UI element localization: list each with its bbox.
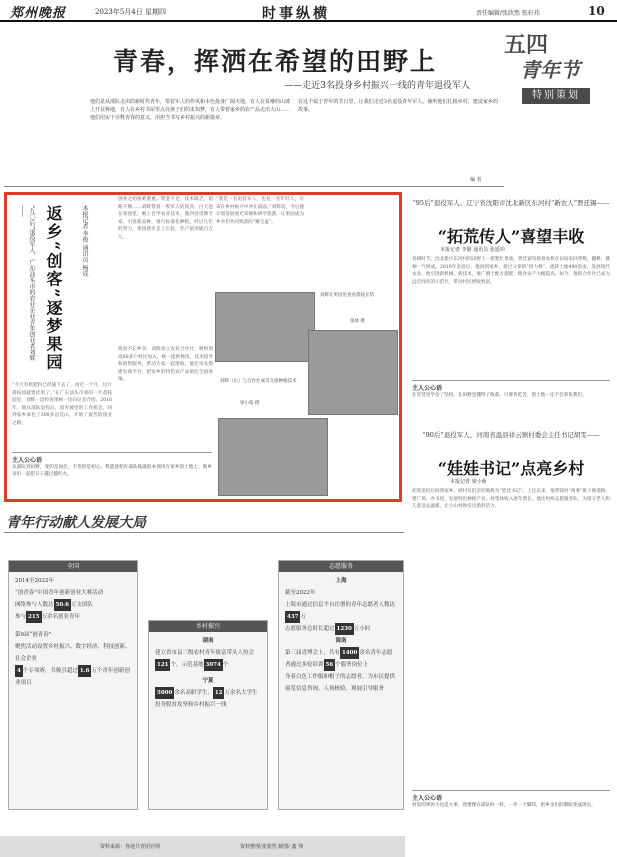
rural-line-1: 湖南 — [202, 638, 214, 644]
story-1-photo-1 — [215, 292, 315, 362]
youth-day-badge — [502, 28, 602, 108]
story-2-quote-title: 主人公心语 — [412, 385, 443, 392]
rural-line-5: 宁夏 — [202, 678, 214, 684]
rural-number-2: 3074 — [204, 659, 223, 671]
story-1-body-1: “今天有机肥料已经施下去了，再过一个月，这片荔枝园就要挂果了。”在广东汕头市郊的一片荔枝园里，刘辉一边检查果树一边向记者介绍。2016年，他从部队退役后，放弃城里的工作机会，回到家乡承包了300多亩荒山，开始了艰苦的创业之路。 — [12, 383, 112, 426]
story-1-body-4: “我是一名退役军人，也是一名年轻人，应该在乡村振兴中冲在前面。”刘辉说，今后他计划发展观光采摘和研学旅游，让果园成为乡亲们共同致富的“聚宝盆”。 — [216, 197, 304, 225]
rural-line-6: 余名高职学生、 — [174, 690, 213, 696]
national-line-2: “创青春”中国青年创新创业大赛活动 — [15, 590, 104, 596]
infobox-rural-head: 乡村振兴 — [149, 621, 267, 632]
rural-line-4: 个 — [222, 662, 229, 668]
story-1-body-3: 致富不忘乡亲。刘辉成立农业合作社，吸纳周边60多户村民加入，统一提供种苗、技术指导和销售服务，带动大家一起增收。他还牵头搭建电商平台，把家乡的特色农产品销往全国各地。 — [118, 347, 213, 383]
page-subtitle: ——走近3名投身乡村振兴一线的青年退役军人 — [284, 81, 470, 91]
story-1-quote-title: 主人公心语 — [12, 457, 43, 464]
issue-date: 2023年5月4日 星期四 — [95, 8, 166, 16]
story-3-quote — [412, 790, 610, 809]
volunteer-line-5: 志愿服务总时长超过 — [285, 626, 335, 632]
badge-line-1: 五四 — [504, 33, 549, 58]
volunteer-number-3: 1400 — [340, 647, 359, 659]
rural-number-3: 5000 — [155, 687, 174, 699]
story-2-kicker: “95后”退役军人、辽宁省沈阳市沈北新区东河村“新农人”贾廷锡—— — [412, 199, 610, 207]
national-line-3b: 万支团队 — [70, 602, 93, 608]
divider — [4, 186, 504, 187]
story-1-photo-2 — [308, 330, 398, 415]
story-3-quote-text: 村里的事再小也是大事。我要像在部队时一样，一步一个脚印，把乡亲们的期盼变成现实。 — [412, 803, 596, 808]
national-line-8: 万个青年创新创业项目 — [15, 668, 130, 686]
story-1-caption-1: 刘辉在果园里查看荔枝长势 — [320, 293, 374, 298]
editor-line: 责任编辑/张欣然 张轩玮 — [476, 10, 540, 17]
story-1-headline: 返乡“创客”逐梦果园 — [44, 205, 63, 372]
band-source: 资料来源：各地共青团官网 — [100, 844, 161, 850]
story-1-photo-3 — [218, 418, 328, 496]
story-3-body: 胡雯退役后回到家乡，被村民们亲切地称为“娃娃书记”。上任以来，他带领村“两委”班子修道路、建广场、办书屋，发展特色种植产业，村集体收入逐年增长。他还组织志愿服务队，为留守老人和儿童送去温暖，让小山村焕发出新的活力。 — [412, 489, 610, 510]
story-2-headline: “拓荒传人”喜望丰收 — [437, 227, 585, 246]
story-2-author: 本报记者 李静 通讯员 张延冲 — [440, 247, 505, 253]
story-2-quote-text: 在军营里学会了坚持，在田野里懂得了收获。只要肯吃苦，黑土地一定不会辜负我们。 — [412, 393, 587, 398]
volunteer-line-10: 个服务岗位上 — [335, 662, 369, 668]
national-line-1: 2014至2022年 — [15, 578, 54, 584]
story-3-headline: “娃娃书记”点亮乡村 — [437, 459, 585, 478]
story-1-quote-text: 从部队到田野，变的是岗位，不变的是初心。我愿意把在部队练就的本领用在家乡的土地上，和乡亲们一起把日子越过越红火。 — [12, 465, 212, 478]
national-line-3a: 网络参与人数达 — [15, 602, 54, 608]
story-1-caption-2: 刘辉（右）与合作社成员交流种植技术 — [220, 379, 297, 384]
national-line-4a: 参与 — [15, 614, 27, 620]
story-3-author: 本报记者 梁小萌 — [450, 479, 487, 485]
volunteer-line-8: 第三届青博会上，共有 — [285, 650, 341, 656]
volunteer-line-7: 海南 — [335, 638, 347, 644]
volunteer-line-3: 上海市通过信息平台注册的青年志愿者人数达 — [285, 602, 396, 608]
national-line-5: 第9届“创青春” — [15, 632, 52, 638]
badge-line-3: 特别策划 — [522, 88, 590, 104]
story-1-quote — [12, 452, 212, 478]
volunteer-line-1: 上海 — [335, 578, 347, 584]
intro-sign: 编 者 — [470, 177, 482, 183]
rural-number-1: 121 — [155, 659, 170, 671]
volunteer-number-1: 437 — [285, 611, 300, 623]
national-line-6: 聚焦活动设置乡村振兴、数字经济、科技创新、社会企业 — [15, 644, 131, 662]
rural-line-7: 万余名大学生投身脱贫攻坚和乡村振兴一线 — [155, 690, 258, 708]
volunteer-line-6: 万小时 — [353, 626, 371, 632]
intro-left: 他们是从部队走出的新时代青年，带着军人的作风和本色投身广阔天地，有人在贫瘠的山坡上开荒种地，有人在乡村书屋里点亮孩子们的求知梦，有人带着家乡的农产品走出大山……他们用实干诠释青春的意义，用担当书写乡村振兴的新篇章。 — [90, 99, 291, 121]
national-number-3: 4 — [15, 665, 23, 677]
infobox-rural — [148, 620, 268, 810]
infobox-volunteer — [278, 560, 404, 810]
story-3-kicker: “90后”退役军人、河南省温县祥云镇村委会主任书记胡雯—— — [422, 431, 600, 439]
infobox-national-head: 全国 — [9, 561, 137, 572]
infobox-national — [8, 560, 138, 810]
volunteer-line-9: 余名青年志愿者通过多轮培训 — [285, 650, 393, 668]
story-1-credit-2: 梁小萌 摄 — [240, 401, 260, 406]
story-3-quote-title: 主人公心语 — [412, 795, 443, 802]
badge-line-2: 青年节 — [520, 58, 580, 82]
national-line-4b: 万余名创业青年 — [41, 614, 81, 620]
page-number: 10 — [588, 4, 605, 18]
newspaper-logo: 郑州晚报 — [10, 6, 67, 21]
story-2-body: 春耕时节，沈北新区东河村的田野上一派繁忙景象。贾廷锡驾驶着农机在田间来回穿梭，翻耕、播种一气呵成。2019年退役后，他回到家乡，接过父辈的“接力棒”，流转土地400余亩，发展现代农业。他引进新机械、新技术，推广测土配方施肥，粮食亩产大幅提高。如今，他的合作社已成为远近闻名的示范社，带动村民增收致富。 — [412, 257, 610, 285]
story-1-kicker: “九〇后”退役军人、广东汕头市的农业企业青年创业者刘辉—— — [19, 205, 35, 362]
story-1-body-2: 创业之初困难重重。资金不足、技术缺乏、销路不畅……刘辉带着一股军人的韧劲，白天泡在果园里，晚上自学农业技术。他四处请教专家，引进新品种，推行标准化种植。经过几年的努力，果园逐步走上正轨，年产值突破百万元。 — [118, 197, 213, 240]
intro-right: 在这个属于青年的节日里，让我们走近3名退役青年军人，倾听他们扎根乡村、建设家乡的故事。 — [298, 99, 498, 113]
infobox-volunteer-head: 志愿服务 — [279, 561, 403, 572]
story-1-credit-1: 张晓 摄 — [350, 319, 365, 324]
band-divider — [4, 532, 404, 533]
rural-line-3: 个，示范基地 — [170, 662, 204, 668]
story-1-author: 本报记者 李俊 通讯员 杨成 — [81, 205, 88, 277]
rural-line-2: 建立省市县三级农村青年致富带头人协会 — [155, 650, 255, 656]
story-2-quote — [412, 380, 610, 399]
volunteer-number-4: 56 — [324, 659, 336, 671]
volunteer-number-2: 1230 — [335, 623, 354, 635]
section-title: 时事纵横 — [262, 6, 330, 22]
band-title: 青年行动献人发展大局 — [6, 515, 146, 531]
national-number-4: 1.6 — [78, 665, 92, 677]
band-footer — [0, 836, 405, 857]
volunteer-line-2: 截至2022年 — [285, 590, 316, 596]
national-line-7: 个专项赛，共吸引超过 — [22, 668, 78, 674]
volunteer-line-4: 万 — [300, 614, 306, 620]
national-number-2: 215 — [26, 611, 41, 623]
band-credit: 资料整理/张欣然 制图/ 鑫 翔 — [240, 844, 304, 850]
page-title: 青春，挥洒在希望的田野上 — [112, 47, 437, 76]
volunteer-line-11: 身着白色工作服和帽子的志愿者，为市民提供展览信息咨询、人场核验、观展引导服务 — [285, 674, 396, 692]
rural-number-4: 12 — [213, 687, 225, 699]
national-number-1: 50.6 — [54, 599, 71, 611]
